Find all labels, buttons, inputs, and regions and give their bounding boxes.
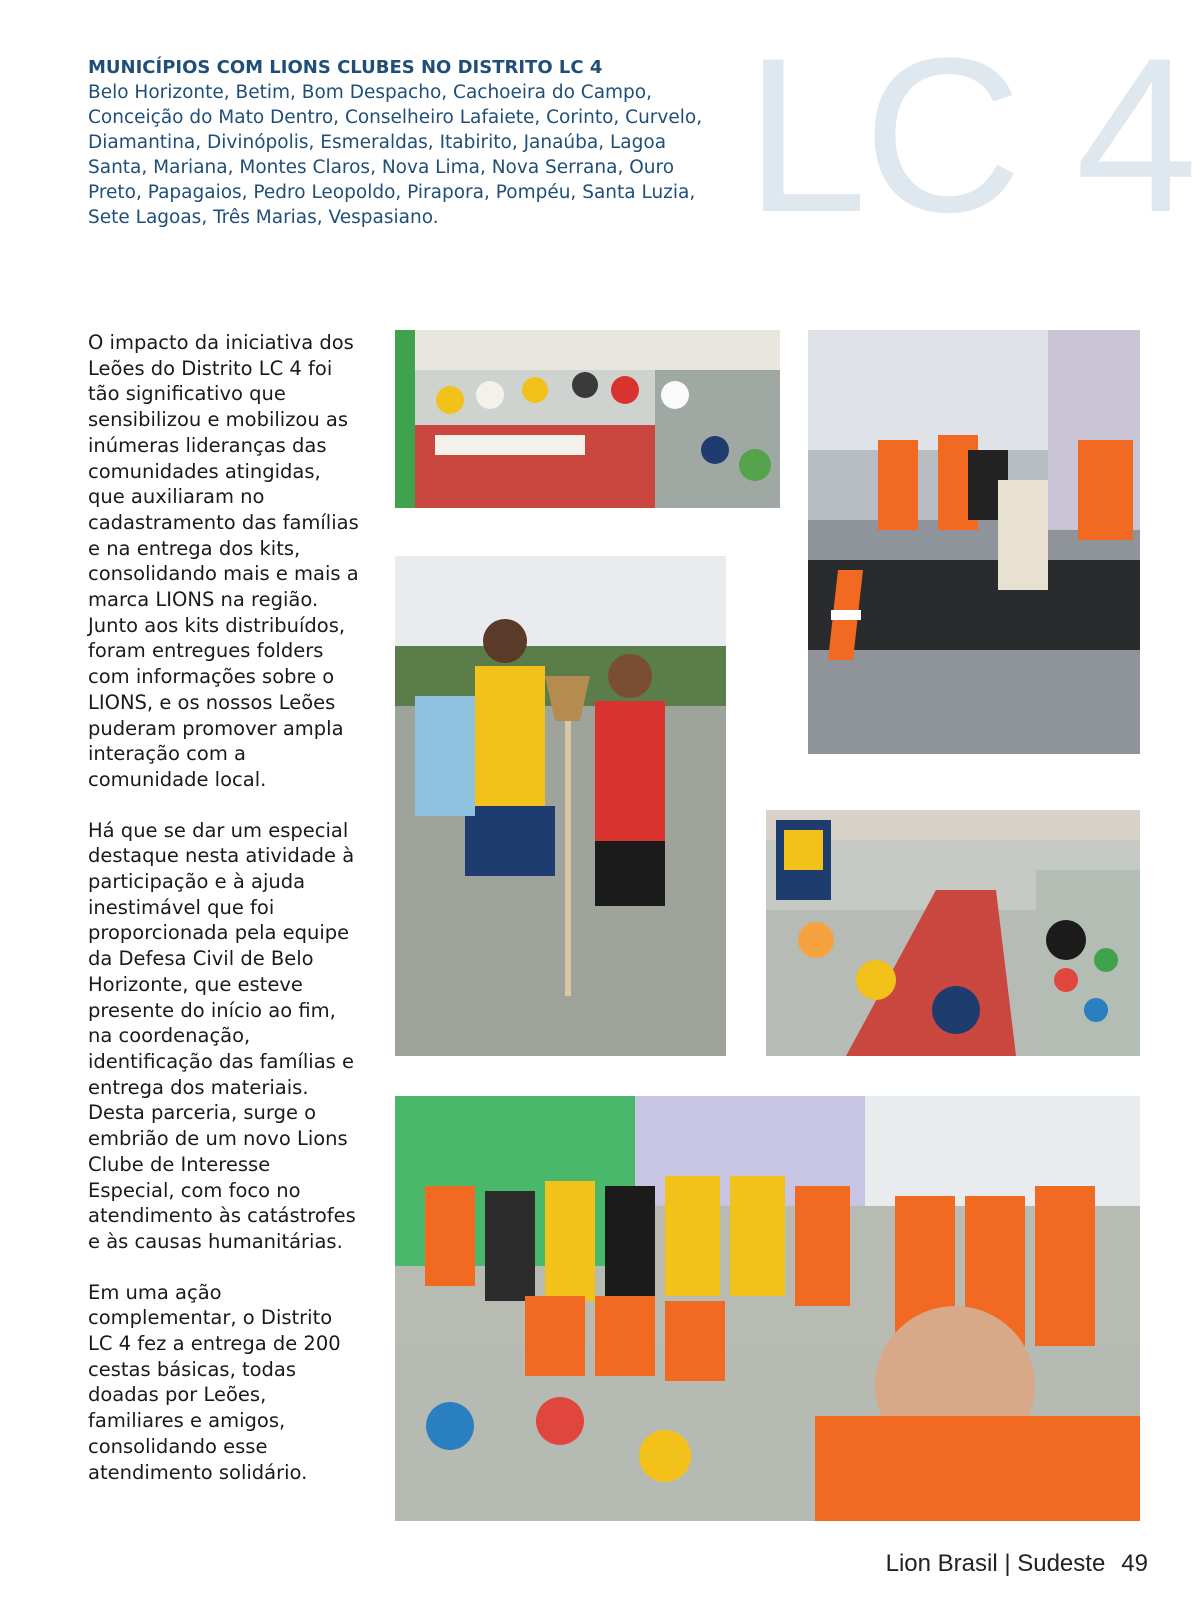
municipios-list: Belo Horizonte, Betim, Bom Despacho, Cachoeira do Campo, Conceição do Mato Dentro, Conselheiro Lafaiete, Corinto, Curvelo, Diamantina, Divinópolis, Esmeraldas, Itabirito, Janaúba, Lagoa Santa, Mariana, Montes Claros, Nova Lima, Nova Serrana, Ouro Preto, Papagaios, Pedro Leopoldo, Pirapora, Pompéu, Santa Luzia, Sete Lagoas, Três Marias, Vespasiano. <box>88 82 703 228</box>
paragraph-2: Há que se dar um especial destaque nesta atividade à participação e à ajuda inestimável que foi proporcionada pela equipe da Defesa Civil de Belo Horizonte, que esteve presente do início ao fim, na coordenação, identificação das famílias e entrega dos materiais. Desta parceria, surge o embrião de um novo Lions Clube de Interesse Especial, com foco no atendimento às catástrofes e às causas humanitárias. <box>88 818 356 1253</box>
municipios-block <box>88 56 728 230</box>
paragraph-3: Em uma ação complementar, o Distrito LC 4 fez a entrega de 200 cestas básicas, todas doadas por Leões, familiares e amigos, consolidando esse atendimento solidário. <box>88 1280 341 1484</box>
article-body <box>88 330 360 1510</box>
publication-name: Lion Brasil | Sudeste <box>885 1550 1106 1577</box>
photo-registration-tables <box>395 330 780 508</box>
watermark-lc4: LC 4 <box>745 12 1194 258</box>
page-number: 49 <box>1121 1550 1148 1577</box>
photo-lions-tables <box>766 810 1140 1056</box>
photo-mattress-delivery <box>808 330 1140 754</box>
page-footer <box>886 1550 1148 1578</box>
photo-group-selfie <box>395 1096 1140 1521</box>
photo-kit-recipients <box>395 556 726 1056</box>
municipios-title: MUNICÍPIOS COM LIONS CLUBES NO DISTRITO LC 4 <box>88 57 603 78</box>
paragraph-1: O impacto da iniciativa dos Leões do Distrito LC 4 foi tão significativo que sensibilizou e mobilizou as inúmeras lideranças das comunidades atingidas, que auxiliaram no cadastramento das famílias e na entrega dos kits, consolidando mais e mais a marca LIONS na região. Junto aos kits distribuídos, foram entregues folders com informações sobre o LIONS, e os nossos Leões puderam promover ampla interação com a comunidade local. <box>88 331 359 791</box>
